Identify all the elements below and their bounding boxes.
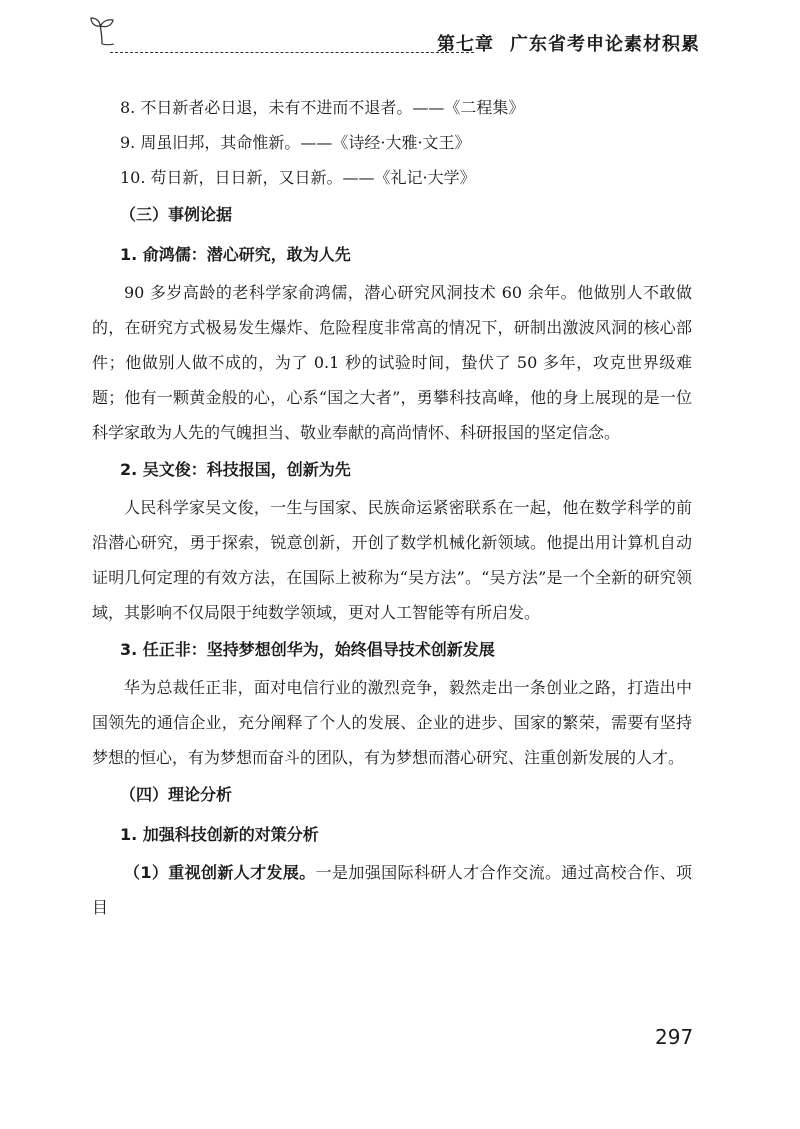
page-header: [88, 14, 700, 54]
case-body-3: 华为总裁任正非，面对电信行业的激烈竞争，毅然走出一条创业之路，打造出中国领先的通信企业，充分阐释了个人的发展、企业的进步、国家的繁荣，需要有坚持梦想的恒心，有为梦想而奋斗的团队，有为梦想而潜心研究、注重创新发展的人才。: [92, 678, 692, 767]
quote-8: 8. 不日新者必日退，未有不进而不退者。——《二程集》: [120, 98, 525, 117]
analysis-point-1: [92, 855, 692, 925]
page-number: 297: [655, 1025, 694, 1049]
case-heading-2: 2. 吴文俊：科技报国，创新为先: [120, 460, 351, 479]
section-heading-examples: （三）事例论据: [120, 205, 233, 224]
analysis-subheading: 1. 加强科技创新的对策分析: [120, 825, 319, 844]
point-text: 一是加强国际科研人才合作交流。通过高校合作、项目: [92, 863, 692, 917]
sprout-icon: [88, 14, 116, 46]
case-heading-3: 3. 任正非：坚持梦想创华为，始终倡导技术创新发展: [120, 640, 495, 659]
quote-9: 9. 周虽旧邦，其命惟新。——《诗经·大雅·文王》: [120, 133, 471, 152]
quote-10: 10. 苟日新，日日新，又日新。——《礼记·大学》: [120, 168, 476, 187]
page-body: [92, 90, 692, 925]
case-heading-1: 1. 俞鸿儒：潜心研究，敢为人先: [120, 245, 351, 264]
point-label: （1）重视创新人才发展。: [124, 863, 316, 882]
running-header: [437, 30, 700, 56]
header-divider: [110, 52, 474, 53]
book-title: 广东省考申论素材积累: [510, 34, 700, 55]
section-heading-analysis: （四）理论分析: [120, 785, 233, 804]
case-body-2: 人民科学家吴文俊，一生与国家、民族命运紧密联系在一起，他在数学科学的前沿潜心研究，勇于探索，锐意创新，开创了数学机械化新领域。他提出用计算机自动证明几何定理的有效方法，在国际上被称为“吴方法”。“吴方法”是一个全新的研究领域，其影响不仅局限于纯数学领域，更对人工智能等有所启发。: [92, 498, 692, 622]
chapter-label: 第七章: [437, 34, 494, 55]
case-body-1: 90 多岁高龄的老科学家俞鸿儒，潜心研究风洞技术 60 余年。他做别人不敢做的，在研究方式极易发生爆炸、危险程度非常高的情况下，研制出激波风洞的核心部件；他做别人做不成的，为了 0.1 秒的试验时间，蛰伏了 50 多年，攻克世界级难题；他有一颗黄金般的心，心系“国之大者”，勇攀科技高峰，他的身上展现的是一位科学家敢为人先的气魄担当、敬业奉献的高尚情怀、科研报国的坚定信念。: [92, 283, 692, 442]
